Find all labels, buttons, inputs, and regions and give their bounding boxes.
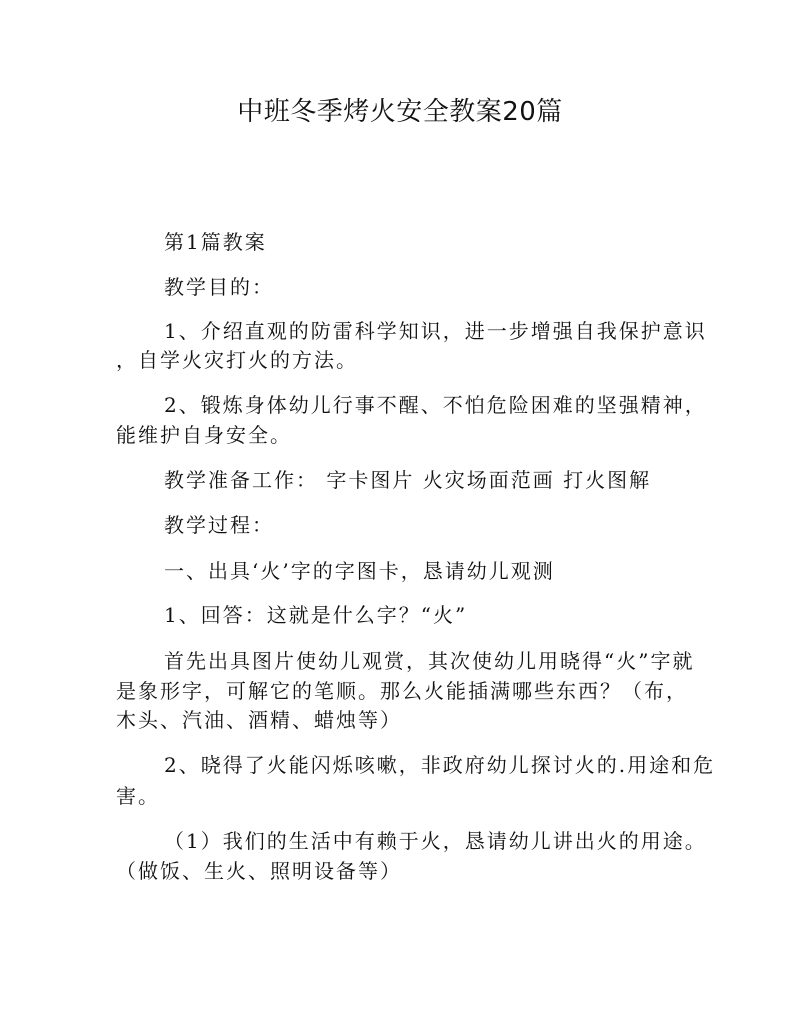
step-1-question: 1、回答：这就是什么字？“火” [164,603,468,627]
preparation-line: 教学准备工作： 字卡图片 火灾场面范画 打火图解 [164,468,652,492]
process-heading: 教学过程： [164,513,274,537]
step-1-detail-line-1: 首先出具图片使幼儿观赏，其次使幼儿用晓得“火”字就 [164,649,695,673]
objective-2-line-1: 2、锻炼身体幼儿行事不醒、不怕危险困难的坚强精神， [164,393,707,417]
step-1-heading: 一、出具‘火’字的字图卡，恳请幼儿观测 [164,559,555,583]
objective-1-line-2: ，自学火灾打火的方法。 [116,348,358,372]
step-1-detail-line-3: 木头、汽油、酒精、蜡烛等） [116,708,402,732]
step-2-line-1: 2、晓得了火能闪烁咳嗽，非政府幼儿探讨火的.用途和危 [164,753,716,777]
sub-step-1-line-2: （做饭、生火、照明设备等） [116,859,402,883]
section-heading: 第1篇教案 [164,230,267,254]
sub-step-1-line-1: （1）我们的生活中有赖于火，恳请幼儿讲出火的用途。 [164,829,707,853]
step-2-line-2: 害。 [116,784,160,808]
objectives-heading: 教学目的： [164,275,274,299]
step-1-detail-line-2: 是象形字，可解它的笔顺。那么火能插满哪些东西？（布， [116,679,688,703]
objective-2-line-2: 能维护自身安全。 [116,423,292,447]
objective-1-line-1: 1、介绍直观的防雷科学知识，进一步增强自我保护意识 [164,319,707,343]
document-title: 中班冬季烤火安全教案20篇 [237,97,563,127]
